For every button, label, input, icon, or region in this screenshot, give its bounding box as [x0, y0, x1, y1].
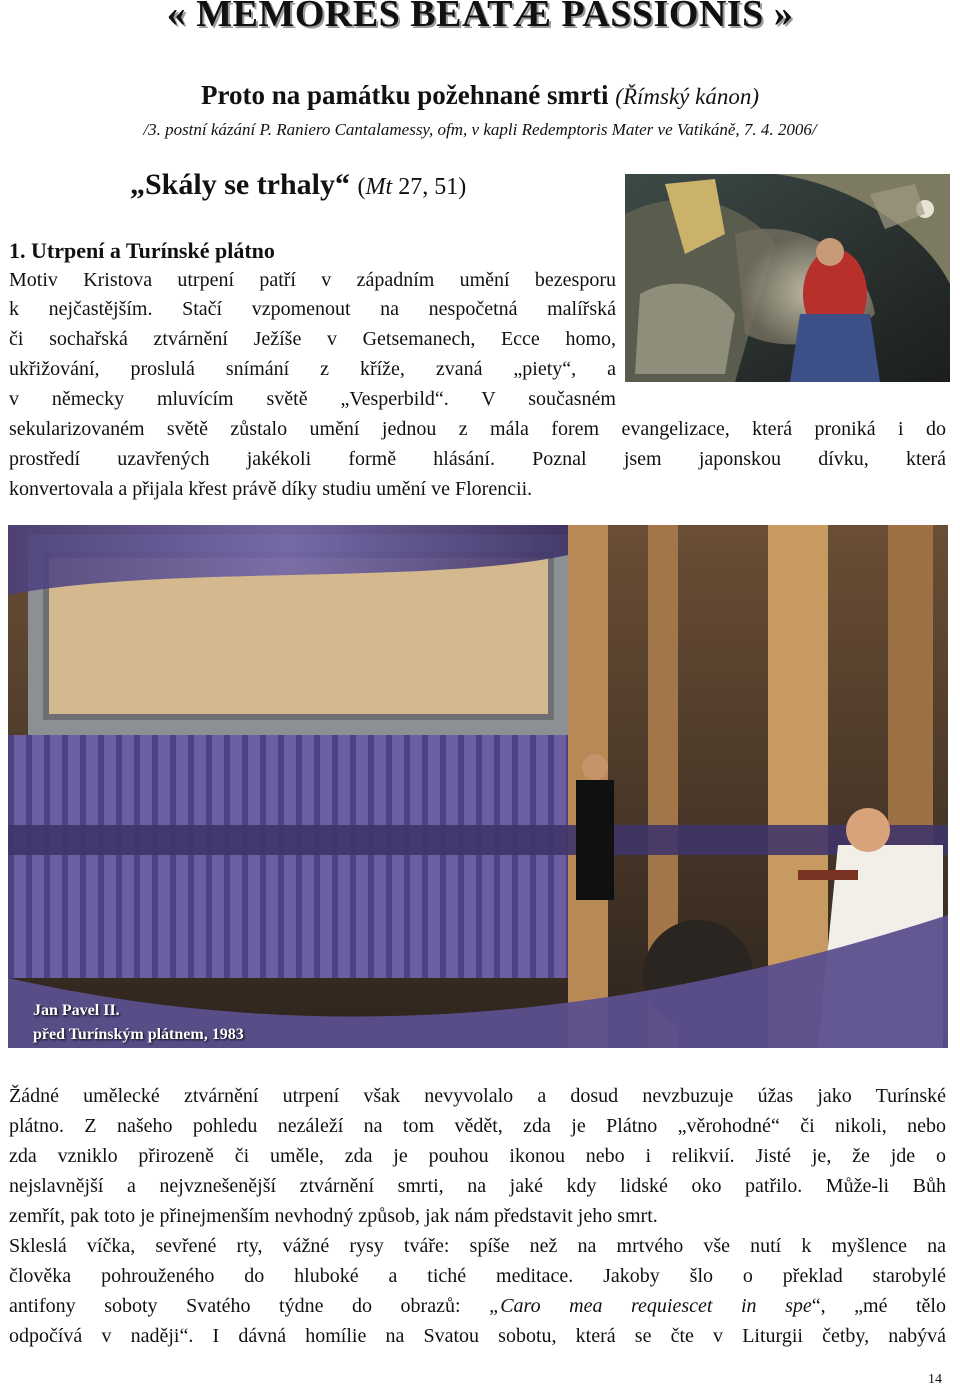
heading-reference: (Mt 27, 51): [357, 174, 467, 200]
paragraph2-line: nejslavnější a nejvznešenější ztvárnění smrti, na jaké kdy lidské oko patřilo. Může-li Bůh: [9, 1175, 946, 1197]
subtitle: [0, 80, 960, 111]
byline: /3. postní kázání P. Raniero Cantalamessy, ofm, v kapli Redemptoris Mater ve Vatikáně, 7. 4. 2006/: [143, 120, 817, 139]
painting-image: [625, 174, 950, 382]
paragraph3-line: člověka pohrouženého do hluboké a tiché meditace. Jakoby šlo o překlad starobylé: [9, 1265, 946, 1287]
heading-text: „Skály se trhaly“: [130, 168, 351, 201]
paragraph1-line: prostředí uzavřených jakékoli formě hlásání. Poznal jsem japonskou dívku, která: [9, 448, 946, 470]
paragraph2-line: zda vzniklo přirozeně či uměle, zda je pouhou ikonou nebo i relikvií. Jisté je, že jde o: [9, 1145, 946, 1167]
paragraph2-line: plátno. Z našeho pohledu nezáleží na tom vědět, zda je Plátno „věrohodné“ či nikoli, nebo: [9, 1115, 946, 1137]
paragraph1-line: konvertovala a přijala křest právě díky studiu umění ve Florencii.: [9, 478, 533, 500]
subsection-title: 1. Utrpení a Turínské plátno: [9, 238, 275, 263]
agony-in-garden-illustration: [625, 174, 950, 382]
paragraph3-line: odpočívá v naději“. I dávná homílie na Svatou sobotu, která se čte v Liturgii četby, nabývá: [9, 1325, 946, 1347]
section-heading: [130, 168, 466, 202]
paragraph3-line: Skleslá víčka, sevřené rty, vážné rysy tváře: spíše než na mrtvého vše nutí k myšlence na: [9, 1235, 946, 1257]
paragraph1-line: k nejčastějším. Stačí vzpomenout na nespočetná malířská: [9, 298, 616, 320]
paragraph1-line: v německy mluvícím světě „Vesperbild“. V současném: [9, 388, 616, 410]
shroud-photo: [8, 525, 948, 1048]
paragraph2-line: zemřít, pak toto je přinejmenším nevhodný způsob, jak nám představit jeho smrt.: [9, 1205, 658, 1227]
paragraph1-line: Motiv Kristova utrpení patří v západním umění bezesporu: [9, 269, 616, 291]
latin-quote: „Caro mea requiescet in spe: [489, 1295, 812, 1317]
shroud-scene-illustration: [8, 525, 948, 1048]
paragraph1-line: ukřižování, proslulá snímání z kříže, zvaná „piety“, a: [9, 358, 616, 380]
photo-caption-line2: před Turínským plátnem, 1983: [33, 1026, 244, 1043]
photo-caption-line1: Jan Pavel II.: [33, 1002, 120, 1019]
paragraph1-line: či sochařská ztvárnění Ježíše v Getsemanech, Ecce homo,: [9, 328, 616, 350]
main-title: « MEMORES BEATÆ PASSIONIS »: [166, 0, 794, 35]
paragraph1-line: sekularizovaném světě zůstalo umění jednou z mála forem evangelizace, která proniká i do: [9, 418, 946, 440]
paragraph2-line: Žádné umělecké ztvárnění utrpení však nevyvolalo a dosud nevzbuzuje úžas jako Turínské: [9, 1085, 946, 1107]
paragraph3-line: antifony soboty Svatého týdne do obrazů: „Caro mea requiescet in spe“, „mé tělo: [9, 1295, 946, 1317]
subtitle-source: (Římský kánon): [615, 84, 759, 109]
subtitle-text: Proto na památku požehnané smrti: [201, 80, 609, 110]
page-number: 14: [928, 1372, 942, 1387]
